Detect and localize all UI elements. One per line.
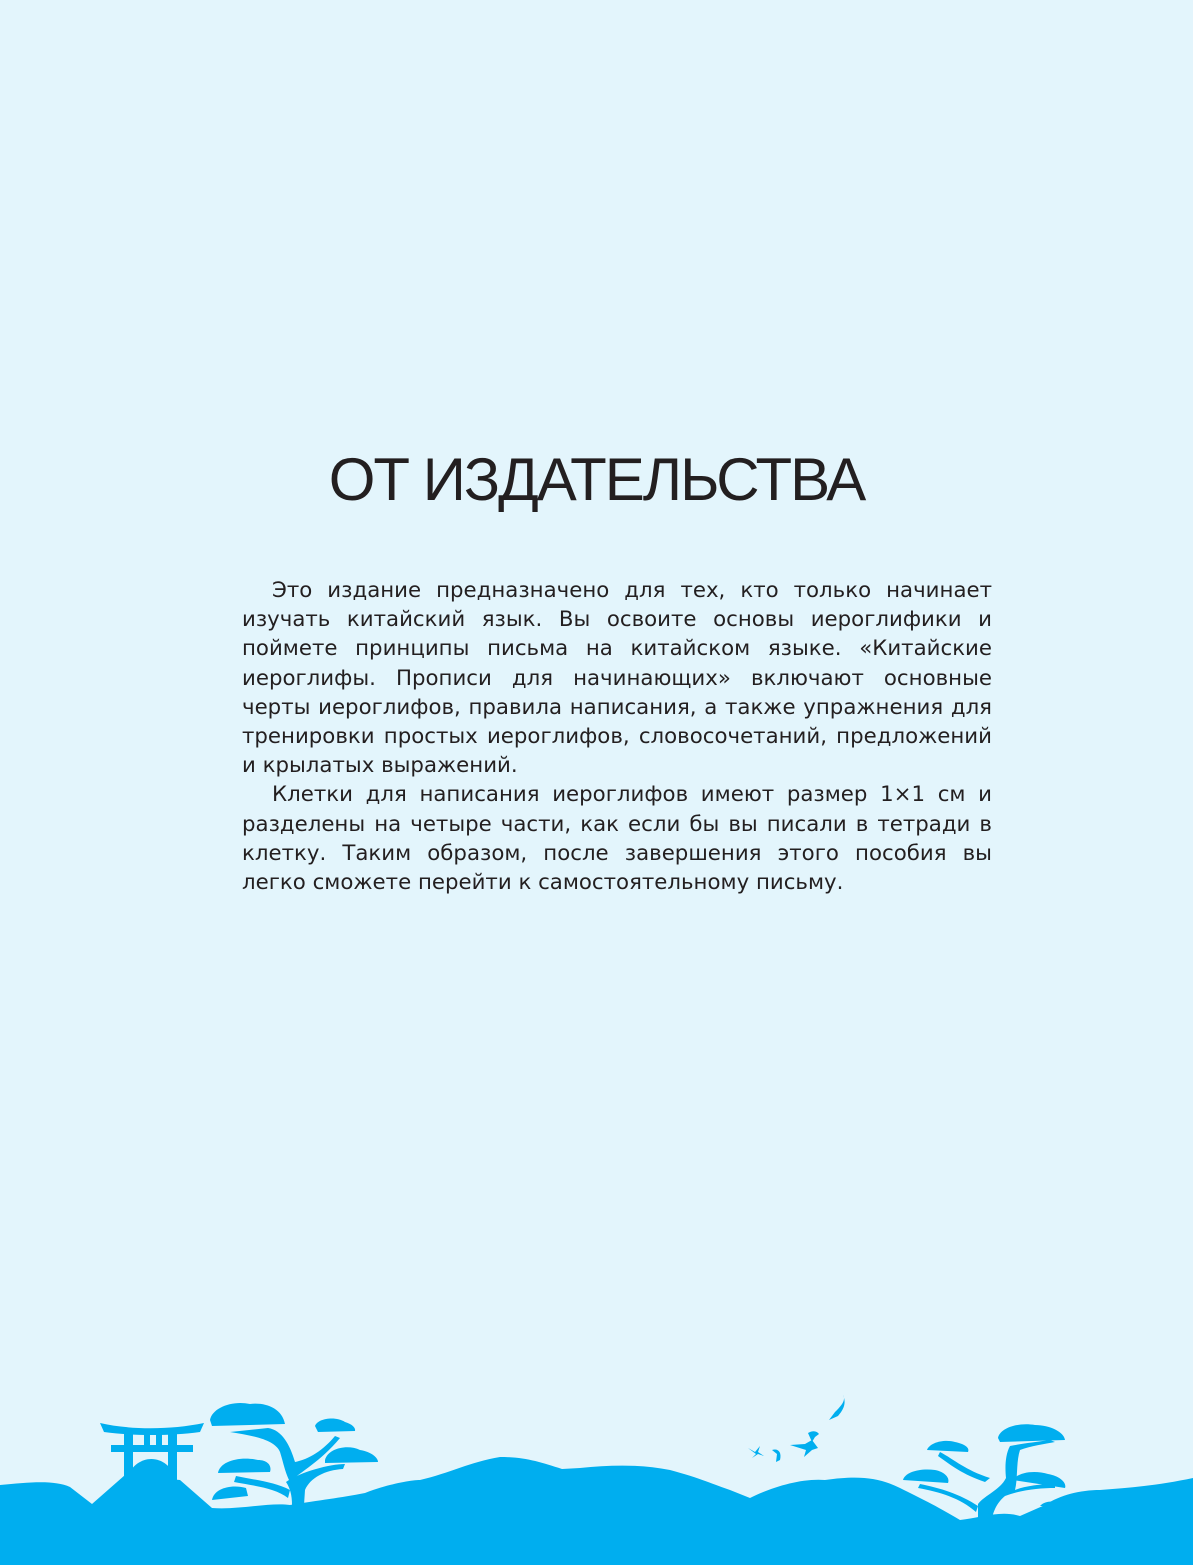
page-title: ОТ ИЗДАТЕЛЬСТВА (328, 446, 865, 513)
birds-flock-icon (748, 1395, 845, 1462)
paragraph-intro: Это издание предназначено для тех, кто только начинает изучать китайский язык. Вы освоите основы иероглифики и поймете принципы письма на китайском языке. «Китайские иероглифы. Прописи для начинающих» включают основные черты иероглифов, правила написания, а также упражнения для тренировки простых иероглифов, словосочетаний, предложений и крылатых выражений. (242, 578, 992, 779)
body-text (242, 576, 992, 897)
paragraph-grid-cells: Клетки для написания иероглифов имеют размер 1×1 см и разделены на четыре части, как если бы вы писали в тетради в клетку. Таким образом, после завершения этого пособия вы легко сможете перейти к самостоятельному письму. (242, 782, 992, 896)
landscape-illustration (0, 1390, 1193, 1565)
bonsai-tree-left-icon (210, 1403, 378, 1505)
